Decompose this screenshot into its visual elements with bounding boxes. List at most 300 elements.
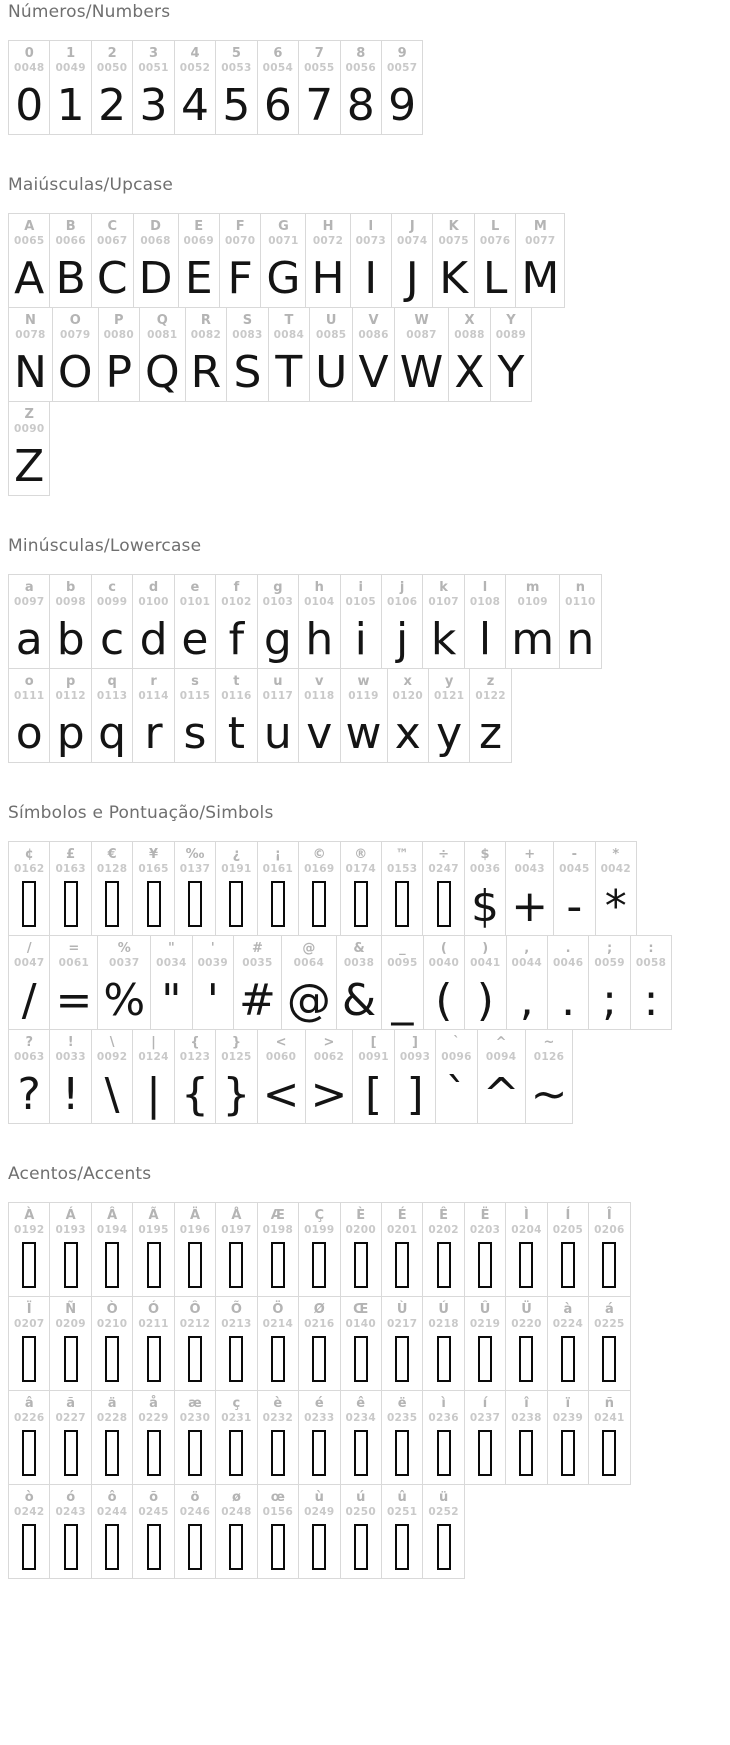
glyph-area [346,75,375,132]
cell-code-label: 0252 [428,1506,459,1518]
glyph-area [271,1237,285,1289]
glyph: r [144,708,163,760]
cell-code-label: 0040 [428,957,460,969]
cell-character-label: à [563,1302,573,1317]
glyph: X [454,347,485,399]
cell-character-label: \ [109,1035,115,1050]
glyph-cell [298,1390,340,1485]
glyph-cell [8,935,50,1030]
missing-glyph-box [188,881,202,927]
glyph: m [511,614,555,666]
glyph-row [8,1296,631,1391]
glyph: U [315,347,348,399]
cell-code-label: 0050 [96,62,128,74]
glyph-row [8,935,672,1030]
cell-code-label: 0039 [197,957,228,969]
glyph-area [511,609,555,666]
glyph-area [306,703,333,760]
glyph: F [227,253,253,305]
cell-code-label: 0066 [55,235,86,247]
glyph: v [306,708,333,760]
cell-character-label: 4 [190,46,200,61]
section-title: Acentos/Accents [8,1164,152,1184]
cell-character-label: 9 [397,46,407,61]
glyph: # [239,975,276,1027]
glyph-area [56,703,85,760]
missing-glyph-box [437,1524,451,1570]
cell-character-label: / [26,941,32,956]
glyph-area [439,248,469,305]
cell-character-label: ` [453,1035,460,1050]
glyph-area [22,1519,36,1571]
glyph: h [305,614,334,666]
missing-glyph-box [22,1242,36,1288]
glyph: e [181,614,209,666]
glyph-cell [298,841,340,936]
cell-character-label: G [278,219,289,234]
glyph-area [275,342,303,399]
section-title: Símbolos e Pontuação/Simbols [8,803,274,823]
cell-code-label: 0128 [96,863,128,875]
cell-code-label: 0038 [343,957,375,969]
glyph-cell [630,935,672,1030]
missing-glyph-box [147,1430,161,1476]
glyph-area [435,970,453,1027]
cell-character-label: Ï [26,1302,32,1317]
glyph-area [437,1237,451,1289]
cell-code-label: 0043 [514,863,545,875]
glyph-cell [8,574,50,669]
cell-character-label: Ù [396,1302,408,1317]
glyph-area [98,75,127,132]
cell-character-label: I [368,219,374,234]
cell-code-label: 0207 [14,1318,45,1330]
cell-character-label: Î [606,1208,612,1223]
cell-code-label: 0056 [345,62,376,74]
glyph-area [64,1237,78,1289]
cell-code-label: 0205 [552,1224,584,1236]
glyph-cell [133,213,179,308]
missing-glyph-box [105,1524,119,1570]
cell-character-label: C [107,219,118,234]
glyph-cell [215,40,257,135]
glyph: ( [435,975,453,1027]
glyph-cell [139,307,186,402]
glyph-area [190,342,222,399]
cell-code-label: 0041 [470,957,501,969]
cell-character-label: Ú [438,1302,449,1317]
section-symbols [8,803,730,1124]
glyph-area [561,970,576,1027]
missing-glyph-box [437,881,451,927]
cell-code-label: 0109 [517,596,548,608]
glyph-area [233,342,262,399]
cell-code-label: 0053 [221,62,252,74]
cell-character-label: û [397,1490,407,1505]
cell-character-label: Ñ [65,1302,77,1317]
cell-character-label: & [353,941,365,956]
glyph-cell [588,935,630,1030]
glyph-cell [257,1029,306,1124]
glyph: + [511,881,549,933]
cell-code-label: 0202 [428,1224,459,1236]
cell-character-label: Z [24,407,34,422]
cell-character-label: ] [412,1035,418,1050]
glyph-area [105,342,133,399]
cell-code-label: 0103 [262,596,294,608]
cell-character-label: 3 [149,46,159,61]
glyph-cell [132,1296,174,1391]
cell-character-label: + [524,847,536,862]
cell-character-label: î [524,1396,529,1411]
glyph-area [482,1064,520,1121]
glyph-area [312,1425,326,1477]
glyph-area [105,1519,119,1571]
glyph-cell [185,307,228,402]
glyph-area [561,1237,575,1289]
cell-code-label: 0239 [552,1412,584,1424]
missing-glyph-box [229,1524,243,1570]
glyph-cell [8,401,50,496]
glyph-cell [257,1390,299,1485]
missing-glyph-box [229,881,243,927]
missing-glyph-box [437,1430,451,1476]
cell-code-label: 0045 [559,863,590,875]
glyph-row [8,213,565,308]
glyph-cell [352,307,394,402]
cell-code-label: 0121 [433,690,465,702]
glyph-area [57,342,93,399]
cell-code-label: 0247 [428,863,459,875]
glyph-area [395,876,409,928]
missing-glyph-box [395,881,409,927]
glyph: \ [104,1069,120,1121]
missing-glyph-box [395,1242,409,1288]
cell-character-label: Õ [230,1302,242,1317]
glyph-cell [547,1202,589,1297]
cell-character-label: 1 [66,46,76,61]
cell-code-label: 0232 [262,1412,294,1424]
glyph-cell [174,1484,216,1579]
glyph-area [22,876,36,928]
cell-character-label: Ü [521,1302,532,1317]
glyph-cell [257,574,299,669]
glyph-area [104,1064,120,1121]
glyph-cell [464,841,506,936]
cell-character-label: é [314,1396,324,1411]
glyph-cell [91,668,133,763]
cell-code-label: 0059 [594,957,625,969]
glyph-cell [588,1202,630,1297]
cell-character-label: q [107,674,117,689]
glyph-cell [192,935,234,1030]
glyph-cell [340,1484,382,1579]
cell-code-label: 0137 [179,863,211,875]
cell-character-label: Y [506,313,516,328]
glyph: E [184,253,213,305]
glyph-area [312,1519,326,1571]
cell-code-label: 0112 [55,690,86,702]
glyph-area [15,703,43,760]
glyph: $ [471,881,500,933]
glyph: G [266,253,301,305]
cell-code-label: 0090 [14,423,45,435]
glyph-cell [477,1029,526,1124]
cell-character-label: ô [107,1490,117,1505]
glyph-area [61,1064,80,1121]
missing-glyph-box [312,881,326,927]
glyph-cell [174,1390,216,1485]
glyph: P [105,347,133,399]
cell-code-label: 0230 [179,1412,211,1424]
missing-glyph-box [354,1524,368,1570]
glyph-row [8,574,602,669]
glyph-area [229,876,243,928]
cell-character-label: K [448,219,459,234]
cell-character-label: ) [482,941,489,956]
missing-glyph-box [271,1242,285,1288]
cell-character-label: R [200,313,211,328]
glyph-area [358,342,389,399]
cell-code-label: 0089 [495,329,527,341]
glyph: Z [14,441,45,493]
cell-code-label: 0210 [96,1318,128,1330]
glyph-table [8,40,423,135]
missing-glyph-box [354,1336,368,1382]
glyph-area [206,970,219,1027]
glyph-cell [132,40,174,135]
cell-character-label: y [444,674,454,689]
glyph-cell [305,1029,354,1124]
glyph: R [190,347,222,399]
cell-character-label: j [399,580,405,595]
glyph-area [354,1331,368,1383]
glyph: q [98,708,127,760]
glyph-area [55,970,93,1027]
glyph-area [345,703,382,760]
cell-code-label: 0078 [15,329,46,341]
glyph-area [139,609,168,666]
missing-glyph-box [395,1336,409,1382]
glyph: * [604,881,627,933]
glyph: D [138,253,173,305]
glyph-cell [215,1296,257,1391]
glyph-area [188,1425,202,1477]
cell-code-label: 0216 [304,1318,335,1330]
glyph-cell [547,1390,589,1485]
cell-character-label: ñ [604,1396,614,1411]
glyph: [ [365,1069,383,1121]
glyph-area [602,1331,616,1383]
glyph-area [437,1519,451,1571]
glyph-cell [215,841,257,936]
glyph-area [14,248,45,305]
glyph-cell [422,1202,464,1297]
glyph-row [8,40,423,135]
glyph-cell [505,1202,547,1297]
glyph: f [228,614,245,666]
glyph-area [341,970,377,1027]
cell-code-label: 0111 [14,690,45,702]
cell-character-label: Œ [353,1302,369,1317]
glyph-area [305,75,334,132]
glyph-area [56,75,85,132]
cell-character-label: O [69,313,81,328]
cell-code-label: 0195 [138,1224,169,1236]
cell-code-label: 0060 [265,1051,297,1063]
cell-character-label: B [65,219,76,234]
glyph-cell [132,1202,174,1297]
glyph-cell [174,1029,216,1124]
glyph-area [566,609,595,666]
glyph-cell [49,1202,91,1297]
cell-character-label: % [117,941,131,956]
glyph-cell [352,1029,394,1124]
glyph-cell [8,1029,50,1124]
glyph-area [64,1425,78,1477]
glyph-cell [174,668,216,763]
cell-character-label: õ [149,1490,158,1505]
glyph-area [511,876,549,933]
cell-code-label: 0209 [55,1318,86,1330]
cell-character-label: À [24,1208,35,1223]
glyph-cell [340,1296,382,1391]
glyph: : [643,975,659,1027]
cell-code-label: 0072 [312,235,344,247]
cell-code-label: 0086 [358,329,389,341]
cell-code-label: 0087 [406,329,437,341]
cell-character-label: Æ [270,1208,285,1223]
glyph: g [263,614,292,666]
glyph-cell [233,935,282,1030]
section-numbers [8,2,730,135]
cell-character-label: ~ [543,1035,555,1050]
cell-character-label: è [273,1396,283,1411]
section-lowercase [8,536,730,763]
glyph-cell [257,1296,299,1391]
glyph-area [64,876,78,928]
glyph-area [22,1237,36,1289]
section-accents [8,1164,730,1579]
glyph: ` [445,1069,468,1121]
glyph-row [8,668,602,763]
glyph-cell [98,307,140,402]
glyph-cell [257,1484,299,1579]
missing-glyph-box [478,1242,492,1288]
glyph-cell [257,841,299,936]
cell-code-label: 0196 [179,1224,211,1236]
glyph-area [395,1331,409,1383]
cell-code-label: 0079 [60,329,91,341]
glyph: u [263,708,292,760]
cell-character-label: Ò [106,1302,118,1317]
missing-glyph-box [64,1242,78,1288]
glyph-cell [298,1484,340,1579]
glyph: z [479,708,503,760]
cell-code-label: 0124 [138,1051,169,1063]
glyph: s [183,708,207,760]
glyph-table [8,1202,631,1579]
cell-character-label: ï [565,1396,571,1411]
glyph-cell [505,574,560,669]
cell-character-label: } [231,1035,242,1050]
glyph-row [8,1390,631,1485]
glyph-cell [91,1029,133,1124]
glyph-area [271,1331,285,1383]
glyph-cell [49,841,91,936]
cell-character-label: f [233,580,240,595]
glyph-area [180,75,209,132]
section-title: Maiúsculas/Upcase [8,175,173,195]
missing-glyph-box [64,1336,78,1382]
glyph-cell [257,1202,299,1297]
cell-code-label: 0105 [345,596,376,608]
glyph-area [354,1237,368,1289]
glyph-area [315,342,348,399]
glyph-area [643,970,659,1027]
glyph-table [8,841,672,1124]
cell-character-label: Ø [313,1302,325,1317]
glyph-cell [394,1029,436,1124]
glyph-row [8,307,565,402]
missing-glyph-box [147,1336,161,1382]
cell-character-label: 5 [231,46,241,61]
cell-character-label: g [273,580,283,595]
glyph-area [354,876,368,928]
glyph-area [98,703,127,760]
glyph-cell [336,935,382,1030]
cell-code-label: 0218 [428,1318,459,1330]
cell-code-label: 0084 [273,329,305,341]
missing-glyph-box [22,1336,36,1382]
missing-glyph-box [64,1524,78,1570]
glyph-cell [91,574,133,669]
cell-character-label: t [233,674,240,689]
glyph-area [21,970,37,1027]
missing-glyph-box [312,1430,326,1476]
glyph-area [239,970,276,1027]
glyph-area [364,248,378,305]
missing-glyph-box [271,881,285,927]
glyph: c [99,614,125,666]
cell-code-label: 0231 [221,1412,252,1424]
glyph-cell [8,1390,50,1485]
cell-code-label: 0097 [14,596,45,608]
glyph: @ [286,975,331,1027]
cell-character-label: © [312,847,326,862]
cell-code-label: 0156 [262,1506,294,1518]
cell-character-label: å [149,1396,158,1411]
cell-character-label: ø [231,1490,241,1505]
cell-code-label: 0057 [386,62,418,74]
glyph-area [395,1425,409,1477]
missing-glyph-box [602,1336,616,1382]
cell-code-label: 0101 [179,596,211,608]
glyph-area [105,1331,119,1383]
glyph: | [146,1069,161,1121]
glyph-cell [132,668,174,763]
cell-code-label: 0126 [533,1051,565,1063]
cell-character-label: { [190,1035,200,1050]
cell-character-label: X [464,313,475,328]
missing-glyph-box [437,1336,451,1382]
cell-character-label: ^ [495,1035,507,1050]
cell-code-label: 0054 [262,62,294,74]
glyph-area [96,248,128,305]
missing-glyph-box [64,1430,78,1476]
glyph: k [430,614,457,666]
cell-code-label: 0034 [156,957,187,969]
